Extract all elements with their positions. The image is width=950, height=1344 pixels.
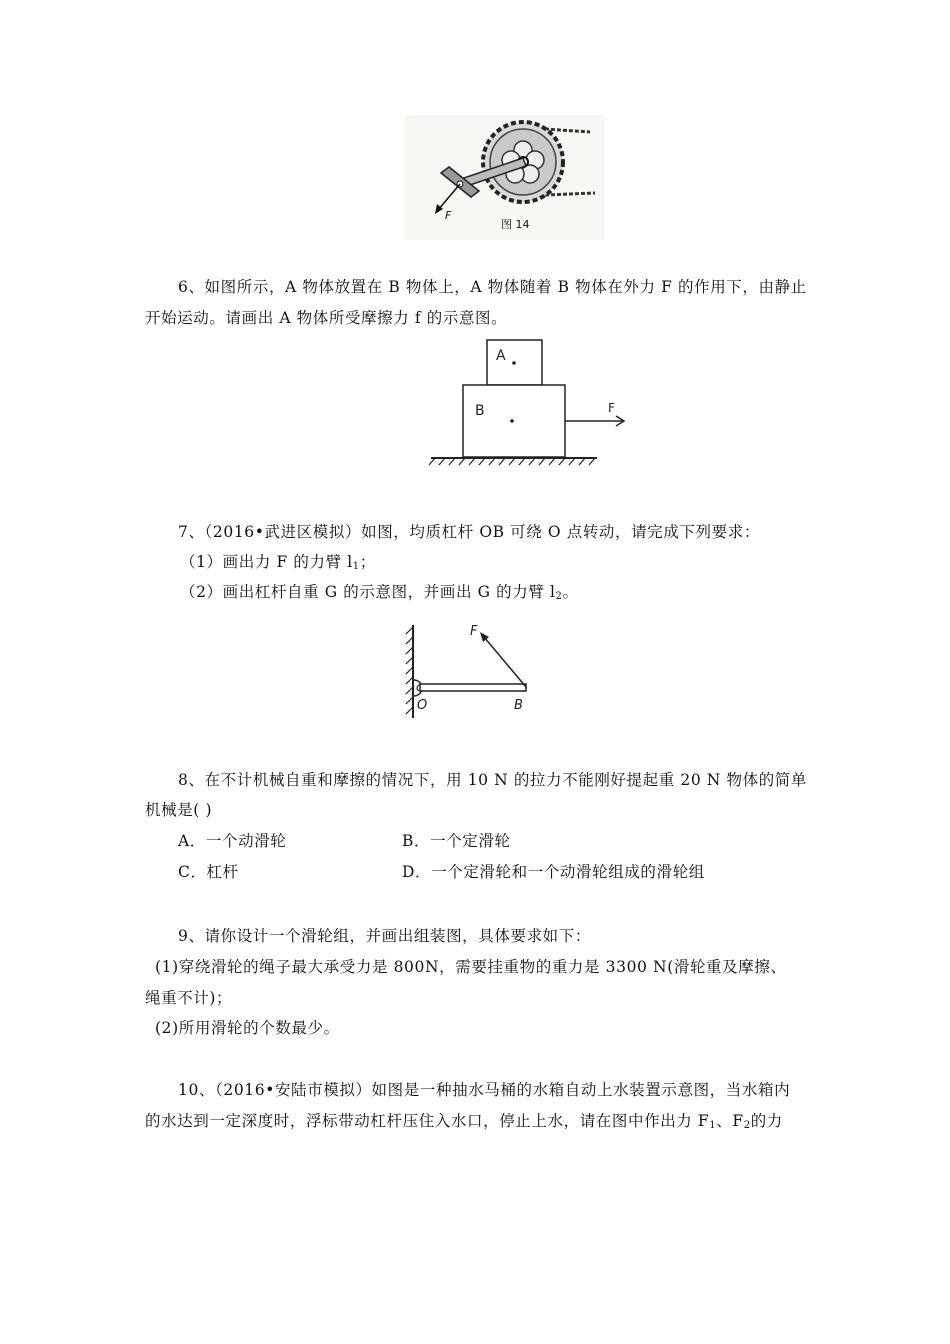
q7-item1-end: ；	[359, 553, 376, 571]
fig14-caption: 图 14	[501, 218, 530, 231]
q10-line2-text: 的水达到一定深度时，浮标带动杠杆压住入水口，停止上水，请在图中作出力 F	[145, 1112, 710, 1130]
q8-text-line1: 8、在不计机械自重和摩擦的情况下，用 10 N 的拉力不能刚好提起重 20 N 物体的简单	[178, 771, 807, 789]
q8-option-c: C．杠杆	[178, 863, 239, 881]
q10-line2-end: 的力	[750, 1112, 783, 1130]
q7-label-o: O	[417, 698, 428, 713]
q6-text-line2: 开始运动。请画出 A 物体所受摩擦力 f 的示意图。	[145, 309, 508, 327]
q9-text-line1: 9、请你设计一个滑轮组，并画出组装图，具体要求如下：	[178, 927, 591, 945]
q7-item2-subscript: 2	[555, 591, 563, 602]
q8-option-d: D．一个定滑轮和一个动滑轮组成的滑轮组	[402, 863, 705, 881]
q7-label-b: B	[514, 698, 523, 713]
q7-item1	[180, 551, 376, 578]
figure-14-bicycle-crank	[405, 115, 605, 240]
q10-subscript-2: 2	[743, 1120, 751, 1131]
q8-text-line2: 机械是( )	[145, 801, 213, 819]
q10-text-line2	[145, 1110, 783, 1137]
q7-item1-subscript: 1	[352, 561, 360, 572]
q6-label-a: A	[496, 348, 506, 364]
q9-text-line4: (2)所用滑轮的个数最少。	[155, 1019, 340, 1037]
q8-option-b: B．一个定滑轮	[402, 832, 511, 850]
q8-option-a: A．一个动滑轮	[178, 832, 287, 850]
q6-text-line1: 6、如图所示，A 物体放置在 B 物体上，A 物体随着 B 物体在外力 F 的作用下，由静止	[178, 278, 807, 296]
q10-line2-mid: 、F	[716, 1112, 744, 1130]
fig14-force-label: F	[445, 209, 452, 222]
q6-label-f: F	[608, 401, 615, 415]
q9-text-line3: 绳重不计)；	[145, 989, 233, 1007]
q7-text-line1: 7、（2016•武进区模拟）如图，均质杠杆 OB 可绕 O 点转动，请完成下列要求：	[178, 523, 760, 541]
q7-item2-text: （2）画出杠杆自重 G 的示意图，并画出 G 的力臂 l	[180, 583, 556, 601]
q10-text-line1: 10、（2016•安陆市模拟）如图是一种抽水马桶的水箱自动上水装置示意图，当水箱内	[178, 1081, 791, 1099]
figure-q7-lever	[400, 615, 540, 725]
q10-subscript-1: 1	[709, 1120, 717, 1131]
q9-text-line2: (1)穿绕滑轮的绳子最大承受力是 800N，需要挂重物的重力是 3300 N(滑轮重及摩擦、	[155, 958, 787, 976]
q7-item2	[180, 581, 579, 608]
figure-q6-blocks	[425, 330, 635, 470]
q7-item1-text: （1）画出力 F 的力臂 l	[180, 553, 353, 571]
q7-item2-end: 。	[562, 583, 579, 601]
q6-label-b: B	[475, 403, 485, 419]
q7-label-f: F	[470, 624, 478, 639]
